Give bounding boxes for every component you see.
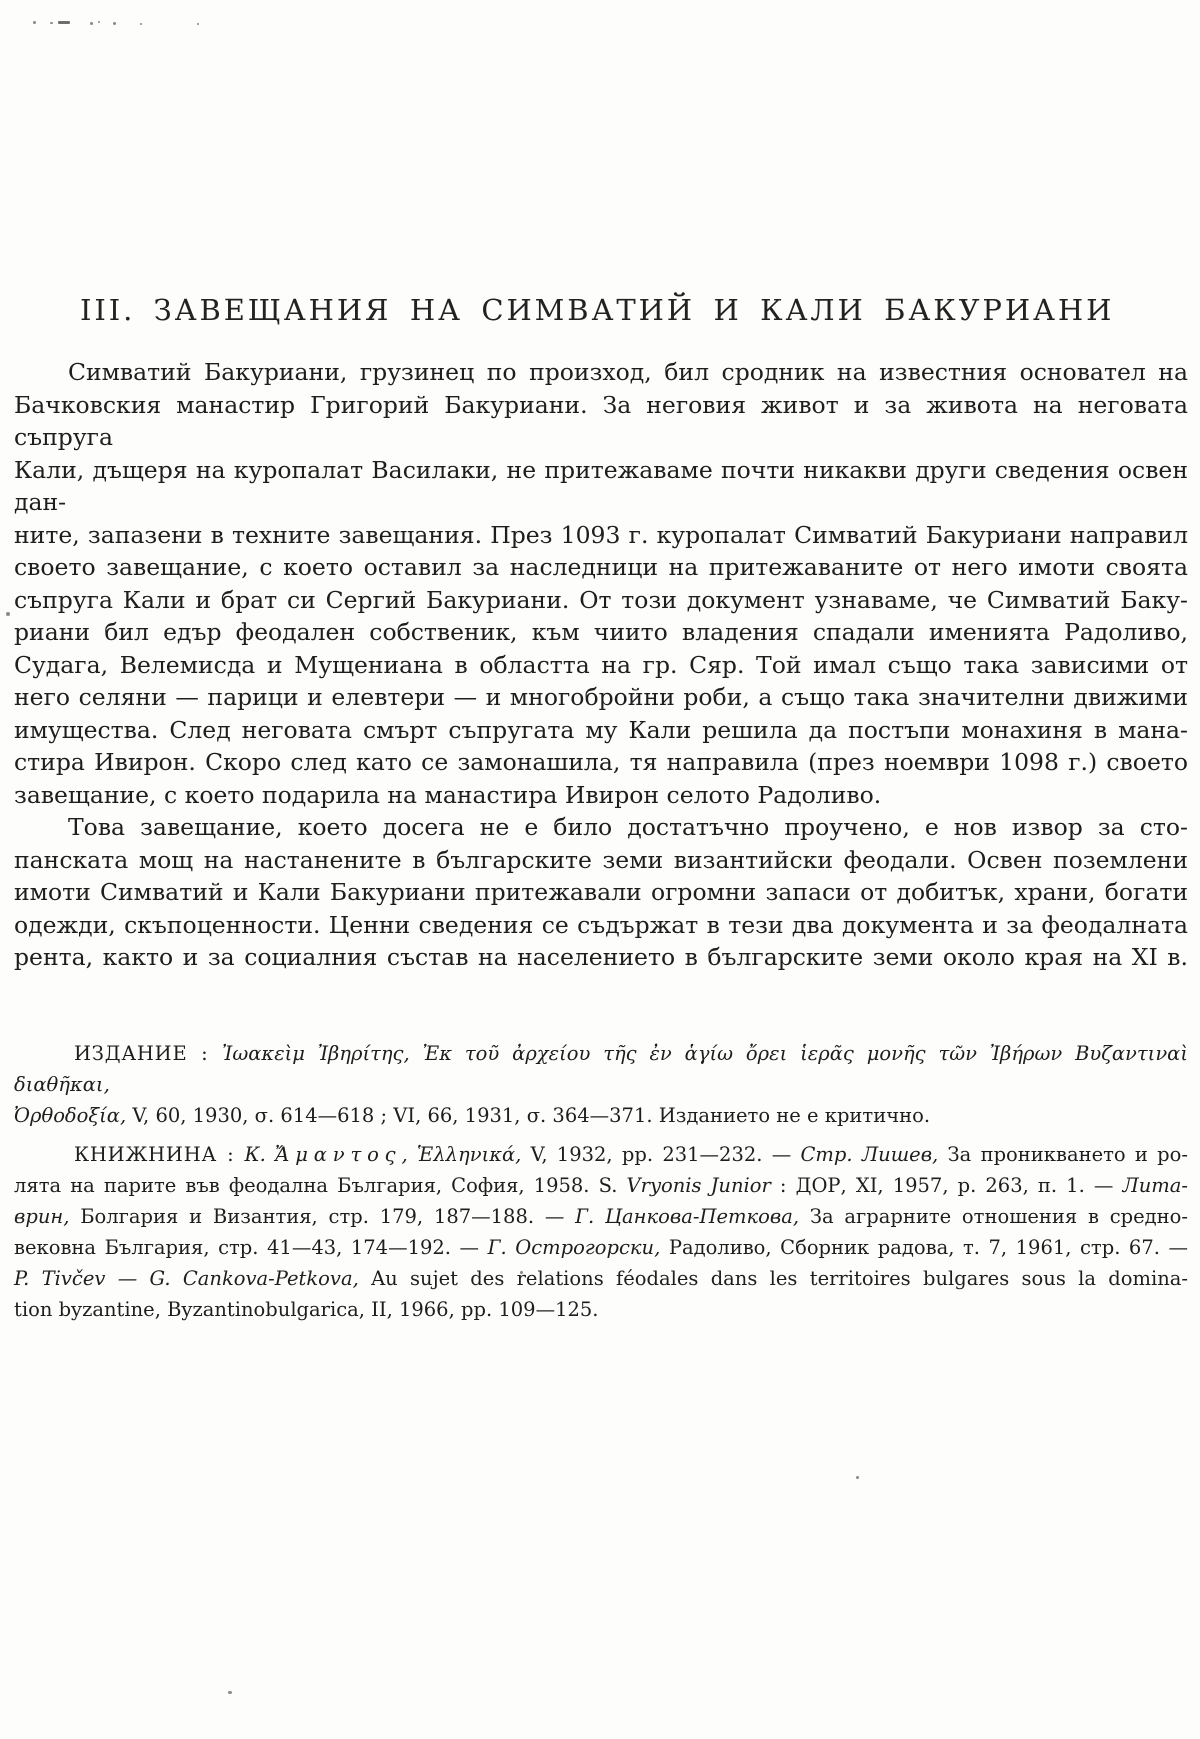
- text-line: своето завещание, с което оставил за наследници на притежаваните от него имоти своята: [14, 553, 1188, 581]
- italic-text: Г. Острогорски,: [487, 1235, 661, 1259]
- text-line: одежди, скъпоценности. Ценни сведения се съдържат в тези два документа и за феодалната: [14, 910, 1188, 939]
- italic-text: Ἄμαντος: [275, 1142, 402, 1166]
- text-line: Судага, Велемисда и Мущениана в областта на гр. Сяр. Той имал също така зависими от: [14, 650, 1188, 679]
- italic-text: Ἰωακεὶμ Ἰβηρίτης, Ἐκ τοῦ ἀρχείου τῆς ἐν ἁγίω ὄρει ἱερᾶς μονῆς τῶν Ἰβήρων Βυζαντιναὶ διαθῆκαι,: [14, 1041, 1188, 1096]
- text-line: [14, 1232, 1188, 1263]
- text-segment: : ДОР, XI, 1957, p. 263, п. 1. —: [770, 1173, 1123, 1197]
- scan-speck: [6, 612, 10, 616]
- scan-speck: [856, 1476, 859, 1479]
- italic-text: Лита-: [1122, 1173, 1188, 1197]
- text-segment: За аграрните отношения в средно-: [799, 1204, 1188, 1228]
- text-segment: tion byzantine, Byzantinobulgarica, II, 1966, pp. 109—125.: [14, 1297, 599, 1321]
- text-line: риани бил едър феодален собственик, към чиито владения спадали именията Радоливо,: [14, 618, 1188, 646]
- text-segment: Радоливо, Сборник радова, т. 7, 1961, стр. 67. —: [660, 1235, 1188, 1259]
- text-line: ните, запазени в техните завещания. През 1093 г. куропалат Симватий Бакуриани направил: [14, 520, 1188, 549]
- italic-text: , Ἑλληνικά,: [401, 1142, 522, 1166]
- italic-text: Г. Цанкова-Петкова,: [575, 1204, 800, 1228]
- text-line: имоти Симватий и Кали Бакуриани притежавали огромни запаси от добитък, храни, богати: [14, 878, 1188, 906]
- italic-text: Ὀρθοδοξία,: [14, 1103, 127, 1127]
- text-segment: Болгария и Византия, стр. 179, 187—188. —: [69, 1204, 576, 1228]
- text-line: Симватий Бакуриани, грузинец по произход, бил сродник на известния основател на: [68, 358, 1188, 386]
- text-line: рента, както и за социалния състав на населението в българските земи около края на XI в.: [14, 943, 1188, 971]
- scan-speck: [228, 1691, 232, 1694]
- text-line: имущества. След неговата смърт съпругата му Кали решила да постъпи монахиня в мана-: [14, 715, 1188, 744]
- text-line: завещание, с което подарила на манастира Ивирон селото Радоливо.: [14, 780, 882, 809]
- text-segment: ИЗДАНИЕ :: [74, 1041, 223, 1065]
- text-line: [14, 1170, 1188, 1201]
- text-line: Кали, дъщеря на куропалат Василаки, не притежаваме почти никакви други сведения освен дан-: [14, 455, 1188, 516]
- text-segment: вековна България, стр. 41—43, 174—192. —: [14, 1235, 488, 1259]
- text-segment: Au sujet des relations féodales dans les territoires bulgares sous la domina-: [358, 1266, 1188, 1290]
- text-line: [14, 1139, 1188, 1170]
- text-line: Бачковския манастир Григорий Бакуриани. За неговия живот и за живота на неговата съпруга: [14, 390, 1188, 451]
- italic-text: Стр. Лишев,: [800, 1142, 939, 1166]
- text-segment: КНИЖНИНА :: [74, 1142, 245, 1166]
- text-line: [14, 1100, 1188, 1131]
- italic-text: Vryonis Junior: [626, 1173, 771, 1197]
- paragraph-biography: [14, 356, 1188, 811]
- text-segment: V, 60, 1930, σ. 614—618 ; VI, 66, 1931, σ. 364—371. Изданието не е критично.: [126, 1103, 931, 1127]
- text-line: съпруга Кали и брат си Сергий Бакуриани. От този документ узнаваме, че Симватий Баку-: [14, 585, 1188, 614]
- edition-note: [14, 1038, 1188, 1131]
- italic-text: врин,: [14, 1204, 70, 1228]
- text-segment: V, 1932, pp. 231—232. —: [521, 1142, 801, 1166]
- text-line: Това завещание, което досега не е било достатъчно проучено, е нов извор за сто-: [68, 813, 1188, 841]
- text-line: [14, 1294, 1188, 1325]
- text-line: стира Ивирон. Скоро след като се замонашила, тя направила (през ноември 1098 г.) своето: [14, 748, 1188, 776]
- paragraph-significance: [14, 811, 1188, 974]
- italic-text: P. Tivčev — G. Cankova-Petkova,: [14, 1266, 359, 1290]
- text-line: [14, 1038, 1188, 1100]
- bibliography-note: [14, 1139, 1188, 1325]
- italic-text: К.: [244, 1142, 276, 1166]
- text-line: [14, 1201, 1188, 1232]
- text-segment: лята на парите във феодална България, София, 1958. S.: [14, 1173, 627, 1197]
- page-content: [14, 0, 1188, 1325]
- text-segment: За проникването и ро-: [938, 1142, 1188, 1166]
- text-line: него селяни — парици и елевтери — и многобройни роби, а също така значителни движими: [14, 683, 1188, 711]
- text-line: панската мощ на настанените в българските земи византийски феодали. Освен поземлени: [14, 845, 1188, 874]
- text-line: [14, 1263, 1188, 1294]
- section-title: III. ЗАВЕЩАНИЯ НА СИМВАТИЙ И КАЛИ БАКУРИАНИ: [80, 293, 1115, 327]
